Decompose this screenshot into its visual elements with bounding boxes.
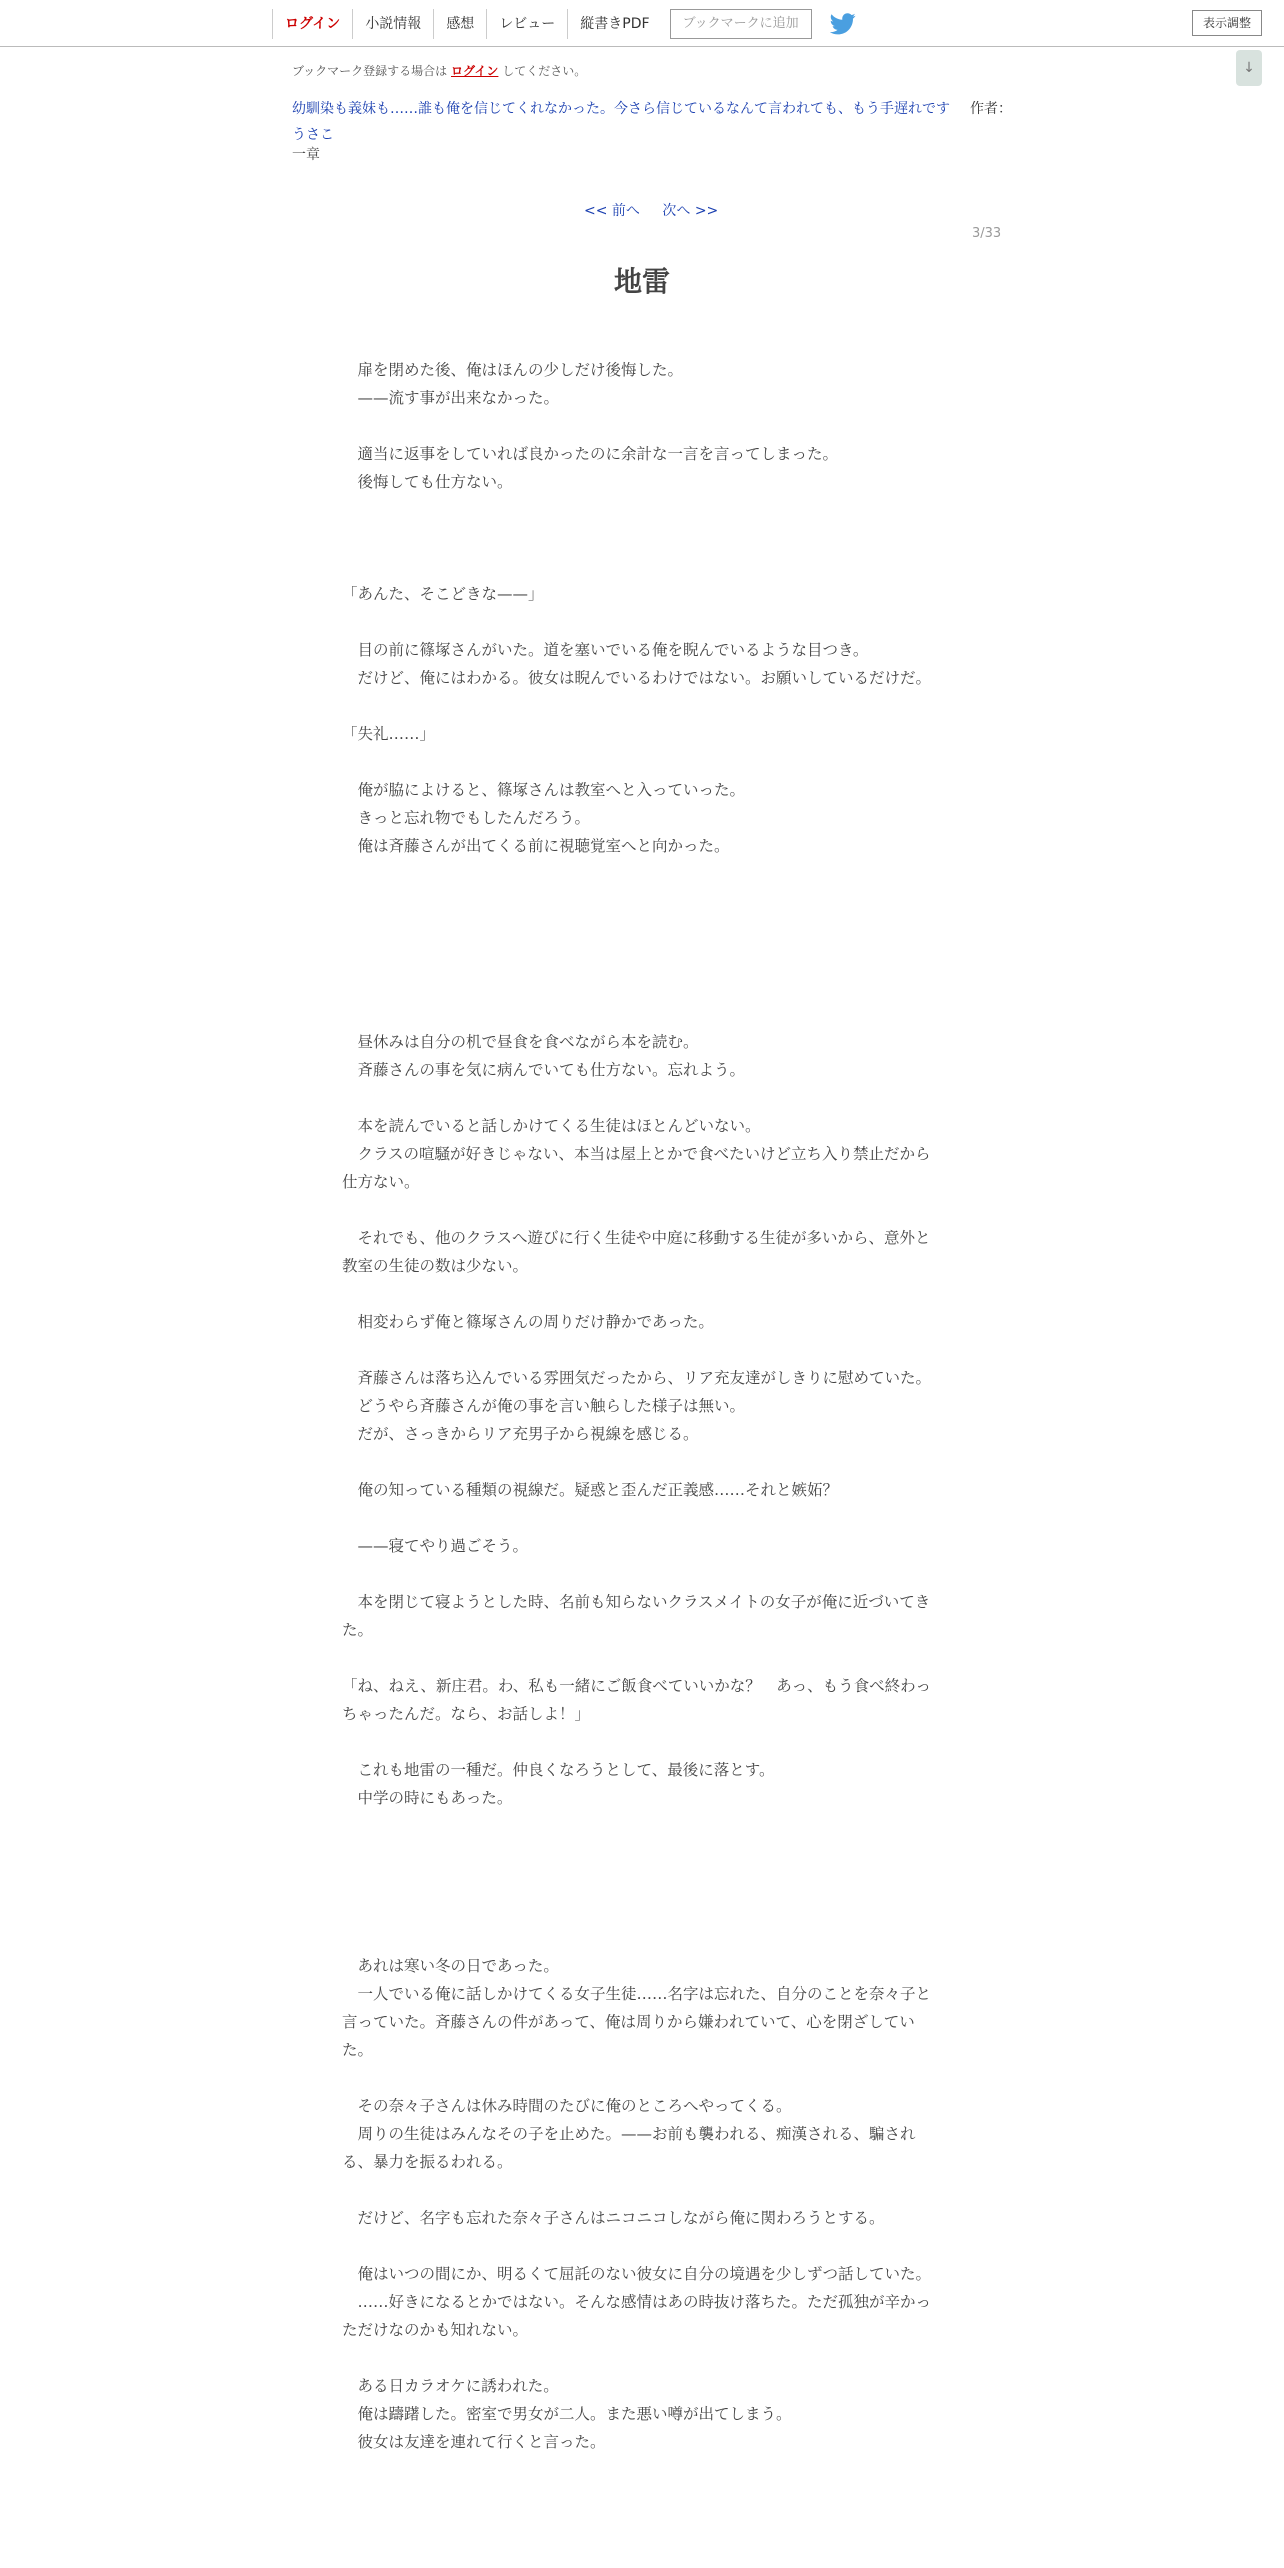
body-paragraph: 斉藤さんは落ち込んでいる雰囲気だったから、リア充友達がしきりに慰めていた。	[342, 1369, 932, 1387]
body-paragraph: 「あんた、そこどきな——」	[342, 585, 544, 603]
body-paragraph	[342, 1196, 942, 1224]
body-paragraph	[342, 944, 942, 972]
chapter-title: 一章	[292, 147, 320, 163]
body-paragraph: 俺の知っている種類の視線だ。疑惑と歪んだ正義感……それと嫉妬？	[342, 1481, 839, 1499]
body-paragraph	[342, 1728, 942, 1756]
body-paragraph	[342, 916, 942, 944]
body-paragraph	[342, 692, 942, 720]
body-paragraph: 後悔しても仕方ない。	[342, 473, 513, 491]
body-paragraph	[342, 1504, 942, 1532]
body-paragraph	[342, 1336, 942, 1364]
body-paragraph: だけど、俺にはわかる。彼女は睨んでいるわけではない。お願いしているだけだ。	[342, 669, 932, 687]
notice-text-after: してください。	[502, 64, 587, 78]
top-navigation-bar	[0, 0, 1284, 47]
body-paragraph: 俺は斉藤さんが出てくる前に視聴覚室へと向かった。	[342, 837, 730, 855]
body-paragraph: 俺は躊躇した。密室で男女が二人。また悪い噂が出てしまう。	[342, 2405, 792, 2423]
page-count: 3/33	[972, 226, 1002, 241]
body-paragraph: 扉を閉めた後、俺はほんの少しだけ後悔した。	[342, 361, 684, 379]
body-paragraph: 本を閉じて寝ようとした時、名前も知らないクラスメイトの女子が俺に近づいてきた。	[342, 1593, 931, 1639]
body-paragraph	[342, 1644, 942, 1672]
body-paragraph: きっと忘れ物でもしたんだろう。	[342, 809, 591, 827]
notice-login-link[interactable]: ログイン	[451, 64, 499, 78]
body-paragraph: その奈々子さんは休み時間のたびに俺のところへやってくる。	[342, 2097, 792, 2115]
body-paragraph: だけど、名字も忘れた奈々子さんはニコニコしながら俺に関わろうとする。	[342, 2209, 885, 2227]
body-paragraph: 目の前に篠塚さんがいた。道を塞いでいる俺を睨んでいるような目つき。	[342, 641, 869, 659]
episode-title: 地雷	[613, 265, 670, 298]
nav-review[interactable]: レビュー	[486, 9, 567, 39]
body-paragraph	[342, 1000, 942, 1028]
body-paragraph	[342, 888, 942, 916]
body-paragraph: どうやら斉藤さんが俺の事を言い触らした様子は無い。	[342, 1397, 746, 1415]
body-paragraph	[342, 860, 942, 888]
pager	[584, 200, 736, 220]
display-settings-button[interactable]: 表示調整	[1192, 10, 1262, 36]
body-paragraph	[342, 524, 942, 552]
body-paragraph	[342, 1560, 942, 1588]
author-link[interactable]: うさこ	[292, 127, 334, 143]
body-paragraph	[342, 2064, 942, 2092]
body-paragraph	[342, 1896, 942, 1924]
add-bookmark-button[interactable]: ブックマークに追加	[670, 9, 812, 39]
body-paragraph	[342, 972, 942, 1000]
body-paragraph	[342, 748, 942, 776]
body-paragraph	[342, 412, 942, 440]
body-paragraph: 斉藤さんの事を気に病んでいても仕方ない。忘れよう。	[342, 1061, 746, 1079]
body-paragraph: あれは寒い冬の日であった。	[342, 1957, 559, 1975]
body-paragraph	[342, 1084, 942, 1112]
nav-login[interactable]: ログイン	[272, 9, 352, 39]
body-paragraph: 「ね、ねえ、新庄君。わ、私も一緒にご飯食べていいかな？ あっ、もう食べ終わっちゃったんだ。なら、お話しよ！」	[342, 1677, 932, 1723]
body-paragraph: 中学の時にもあった。	[342, 1789, 513, 1807]
main-nav	[272, 6, 858, 42]
body-paragraph	[342, 2344, 942, 2372]
body-paragraph	[342, 2232, 942, 2260]
body-paragraph: 周りの生徒はみんなその子を止めた。——お前も襲われる、痴漢される、騙される、暴力を振るわれる。	[342, 2125, 916, 2171]
body-paragraph	[342, 608, 942, 636]
body-paragraph: それでも、他のクラスへ遊びに行く生徒や中庭に移動する生徒が多いから、意外と教室の生徒の数は少ない。	[342, 1229, 931, 1275]
notice-text-before: ブックマーク登録する場合は	[292, 64, 448, 78]
novel-title-link[interactable]: 幼馴染も義妹も……誰も俺を信じてくれなかった。今さら信じているなんて言われても、もう手遅れです	[292, 101, 950, 117]
body-paragraph	[342, 496, 942, 524]
nav-novel-info[interactable]: 小説情報	[352, 9, 433, 39]
body-paragraph	[342, 1448, 942, 1476]
body-paragraph	[342, 2176, 942, 2204]
novel-body	[342, 356, 942, 2456]
body-paragraph: ——寝てやり過ごそう。	[342, 1537, 529, 1555]
author-label: 作者：	[970, 101, 1012, 117]
body-paragraph	[342, 1812, 942, 1840]
body-paragraph	[342, 1280, 942, 1308]
scroll-down-button[interactable]: ↓	[1236, 50, 1262, 86]
body-paragraph: ……好きになるとかではない。そんな感情はあの時抜け落ちた。ただ孤独が辛かっただけなのかも知れない。	[342, 2293, 932, 2339]
body-paragraph: 本を読んでいると話しかけてくる生徒はほとんどいない。	[342, 1117, 761, 1135]
prev-link[interactable]: << 前へ	[584, 203, 640, 219]
body-paragraph: 「失礼……」	[342, 725, 436, 743]
body-paragraph: 適当に返事をしていれば良かったのに余計な一言を言ってしまった。	[342, 445, 839, 463]
body-paragraph	[342, 552, 942, 580]
body-paragraph: 俺が脇によけると、篠塚さんは教室へと入っていった。	[342, 781, 746, 799]
body-paragraph: だが、さっきからリア充男子から視線を感じる。	[342, 1425, 699, 1443]
twitter-icon[interactable]	[830, 12, 858, 36]
body-paragraph: 一人でいる俺に話しかけてくる女子生徒……名字は忘れた、自分のことを奈々子と言っていた。斉藤さんの件があって、俺は周りから嫌われていて、心を閉ざしていた。	[342, 1985, 932, 2059]
body-paragraph: クラスの喧騒が好きじゃない、本当は屋上とかで食べたいけど立ち入り禁止だから仕方ない。	[342, 1145, 931, 1191]
body-paragraph	[342, 1840, 942, 1868]
body-paragraph: 相変わらず俺と篠塚さんの周りだけ静かであった。	[342, 1313, 714, 1331]
body-paragraph: 俺はいつの間にか、明るくて屈託のない彼女に自分の境遇を少しずつ話していた。	[342, 2265, 932, 2283]
login-notice	[292, 62, 586, 79]
body-paragraph: これも地雷の一種だ。仲良くなろうとして、最後に落とす。	[342, 1761, 775, 1779]
body-paragraph: 彼女は友達を連れて行くと言った。	[342, 2433, 606, 2451]
novel-header	[292, 96, 1012, 148]
body-paragraph: ——流す事が出来なかった。	[342, 389, 560, 407]
body-paragraph: 昼休みは自分の机で昼食を食べながら本を読む。	[342, 1033, 699, 1051]
body-paragraph: ある日カラオケに誘われた。	[342, 2377, 559, 2395]
body-paragraph	[342, 1924, 942, 1952]
nav-impressions[interactable]: 感想	[433, 9, 486, 39]
body-paragraph	[342, 1868, 942, 1896]
next-link[interactable]: 次へ >>	[662, 203, 719, 219]
nav-vertical-pdf[interactable]: 縦書きPDF	[567, 9, 661, 39]
